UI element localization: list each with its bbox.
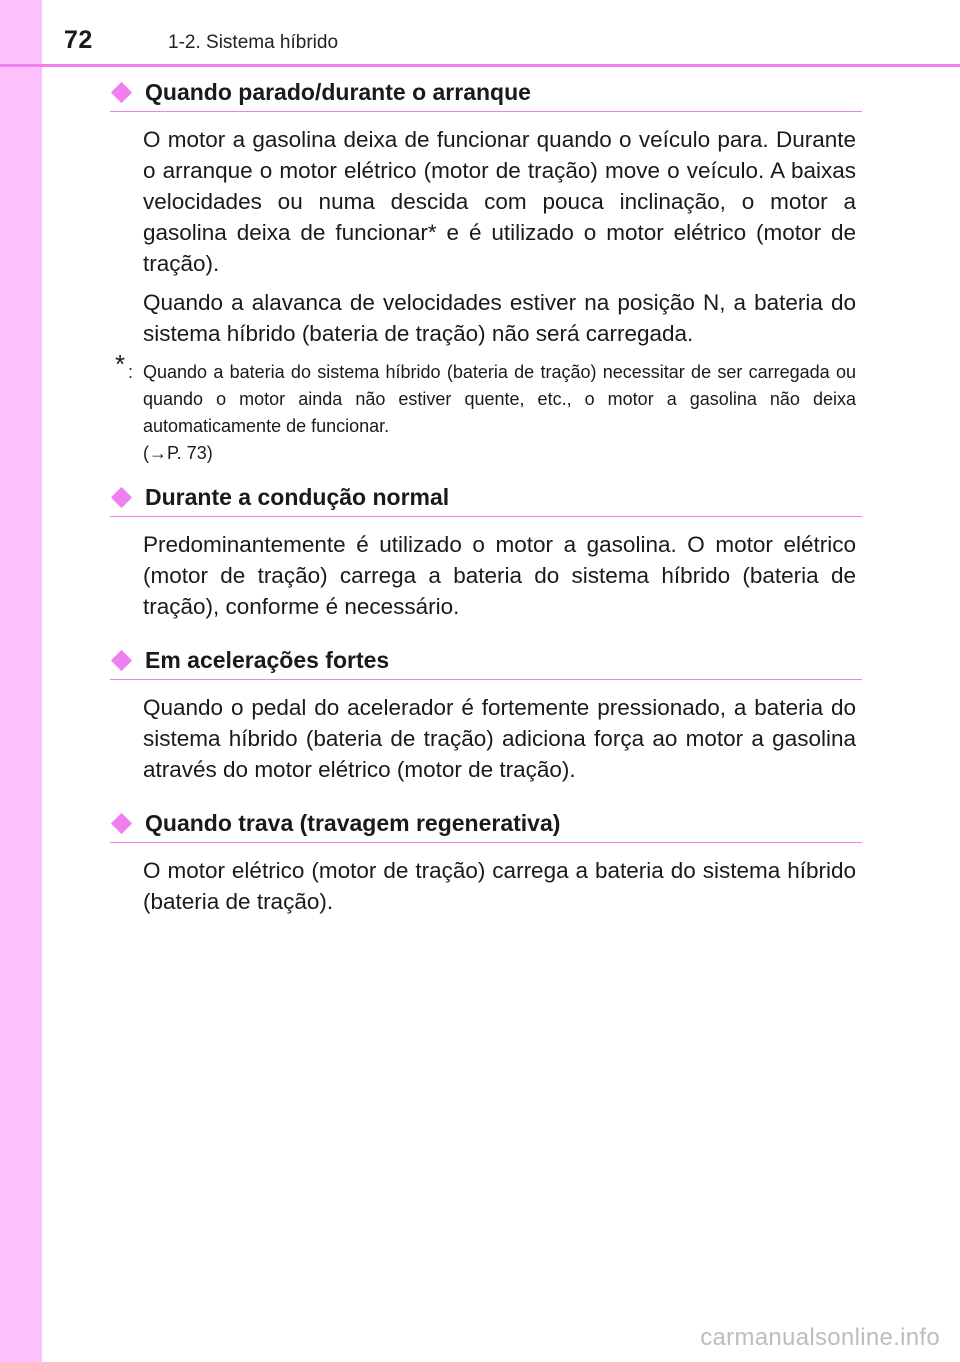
page-reference-link[interactable]: (→P. 73) (143, 443, 213, 463)
section-regenerative-braking (110, 807, 862, 917)
footnote-asterisk: * (115, 349, 126, 379)
diamond-bullet-icon (111, 81, 132, 102)
section-heading (110, 807, 862, 843)
diamond-bullet-icon (111, 812, 132, 833)
section-title: Quando trava (travagem regenerativa) (145, 810, 561, 836)
section-strong-acceleration (110, 644, 862, 785)
footnote (115, 349, 856, 467)
watermark: carmanualsonline.info (700, 1324, 940, 1351)
header-rule (0, 64, 960, 67)
footnote-colon: : (128, 362, 134, 382)
section-heading (110, 644, 862, 680)
section-stopped-start (110, 76, 862, 467)
paragraph: Quando a alavanca de velocidades estiver na posição N, a bateria do sistema híbrido (bateria de tração) não será carregada. (143, 290, 856, 346)
section-heading (110, 481, 862, 517)
section-title: Quando parado/durante o arranque (145, 79, 531, 105)
footnote-text: Quando a bateria do sistema híbrido (bateria de tração) necessitar de ser carregada ou quando o motor ainda não estiver quente, etc., o motor a gasolina não deixa automaticamente de funcionar. (143, 362, 856, 436)
paragraph: O motor elétrico (motor de tração) carrega a bateria do sistema híbrido (bateria de tração). (143, 858, 856, 914)
side-color-band (0, 0, 42, 1362)
paragraph: Quando o pedal do acelerador é fortemente pressionado, a bateria do sistema híbrido (bateria de tração) adiciona força ao motor a gasolina através do motor elétrico (motor de tração). (143, 695, 856, 782)
section-title: Durante a condução normal (145, 484, 450, 510)
section-reference: 1-2. Sistema híbrido (168, 32, 339, 53)
diamond-bullet-icon (111, 486, 132, 507)
diamond-bullet-icon (111, 649, 132, 670)
paragraph: O motor a gasolina deixa de funcionar quando o veículo para. Durante o arranque o motor elétrico (motor de tração) move o veículo. A baixas velocidades ou numa descida com pouca inclinação, o motor a gasolina deixa de funcionar* e é utilizado o motor elétrico (motor de tração). (143, 127, 856, 276)
section-title: Em acelerações fortes (145, 647, 390, 673)
page-content (110, 76, 862, 925)
page-number: 72 (64, 26, 93, 54)
section-heading (110, 76, 862, 112)
section-normal-driving (110, 481, 862, 622)
paragraph: Predominantemente é utilizado o motor a gasolina. O motor elétrico (motor de tração) carrega a bateria do sistema híbrido (bateria de tração), conforme é necessário. (143, 532, 856, 619)
